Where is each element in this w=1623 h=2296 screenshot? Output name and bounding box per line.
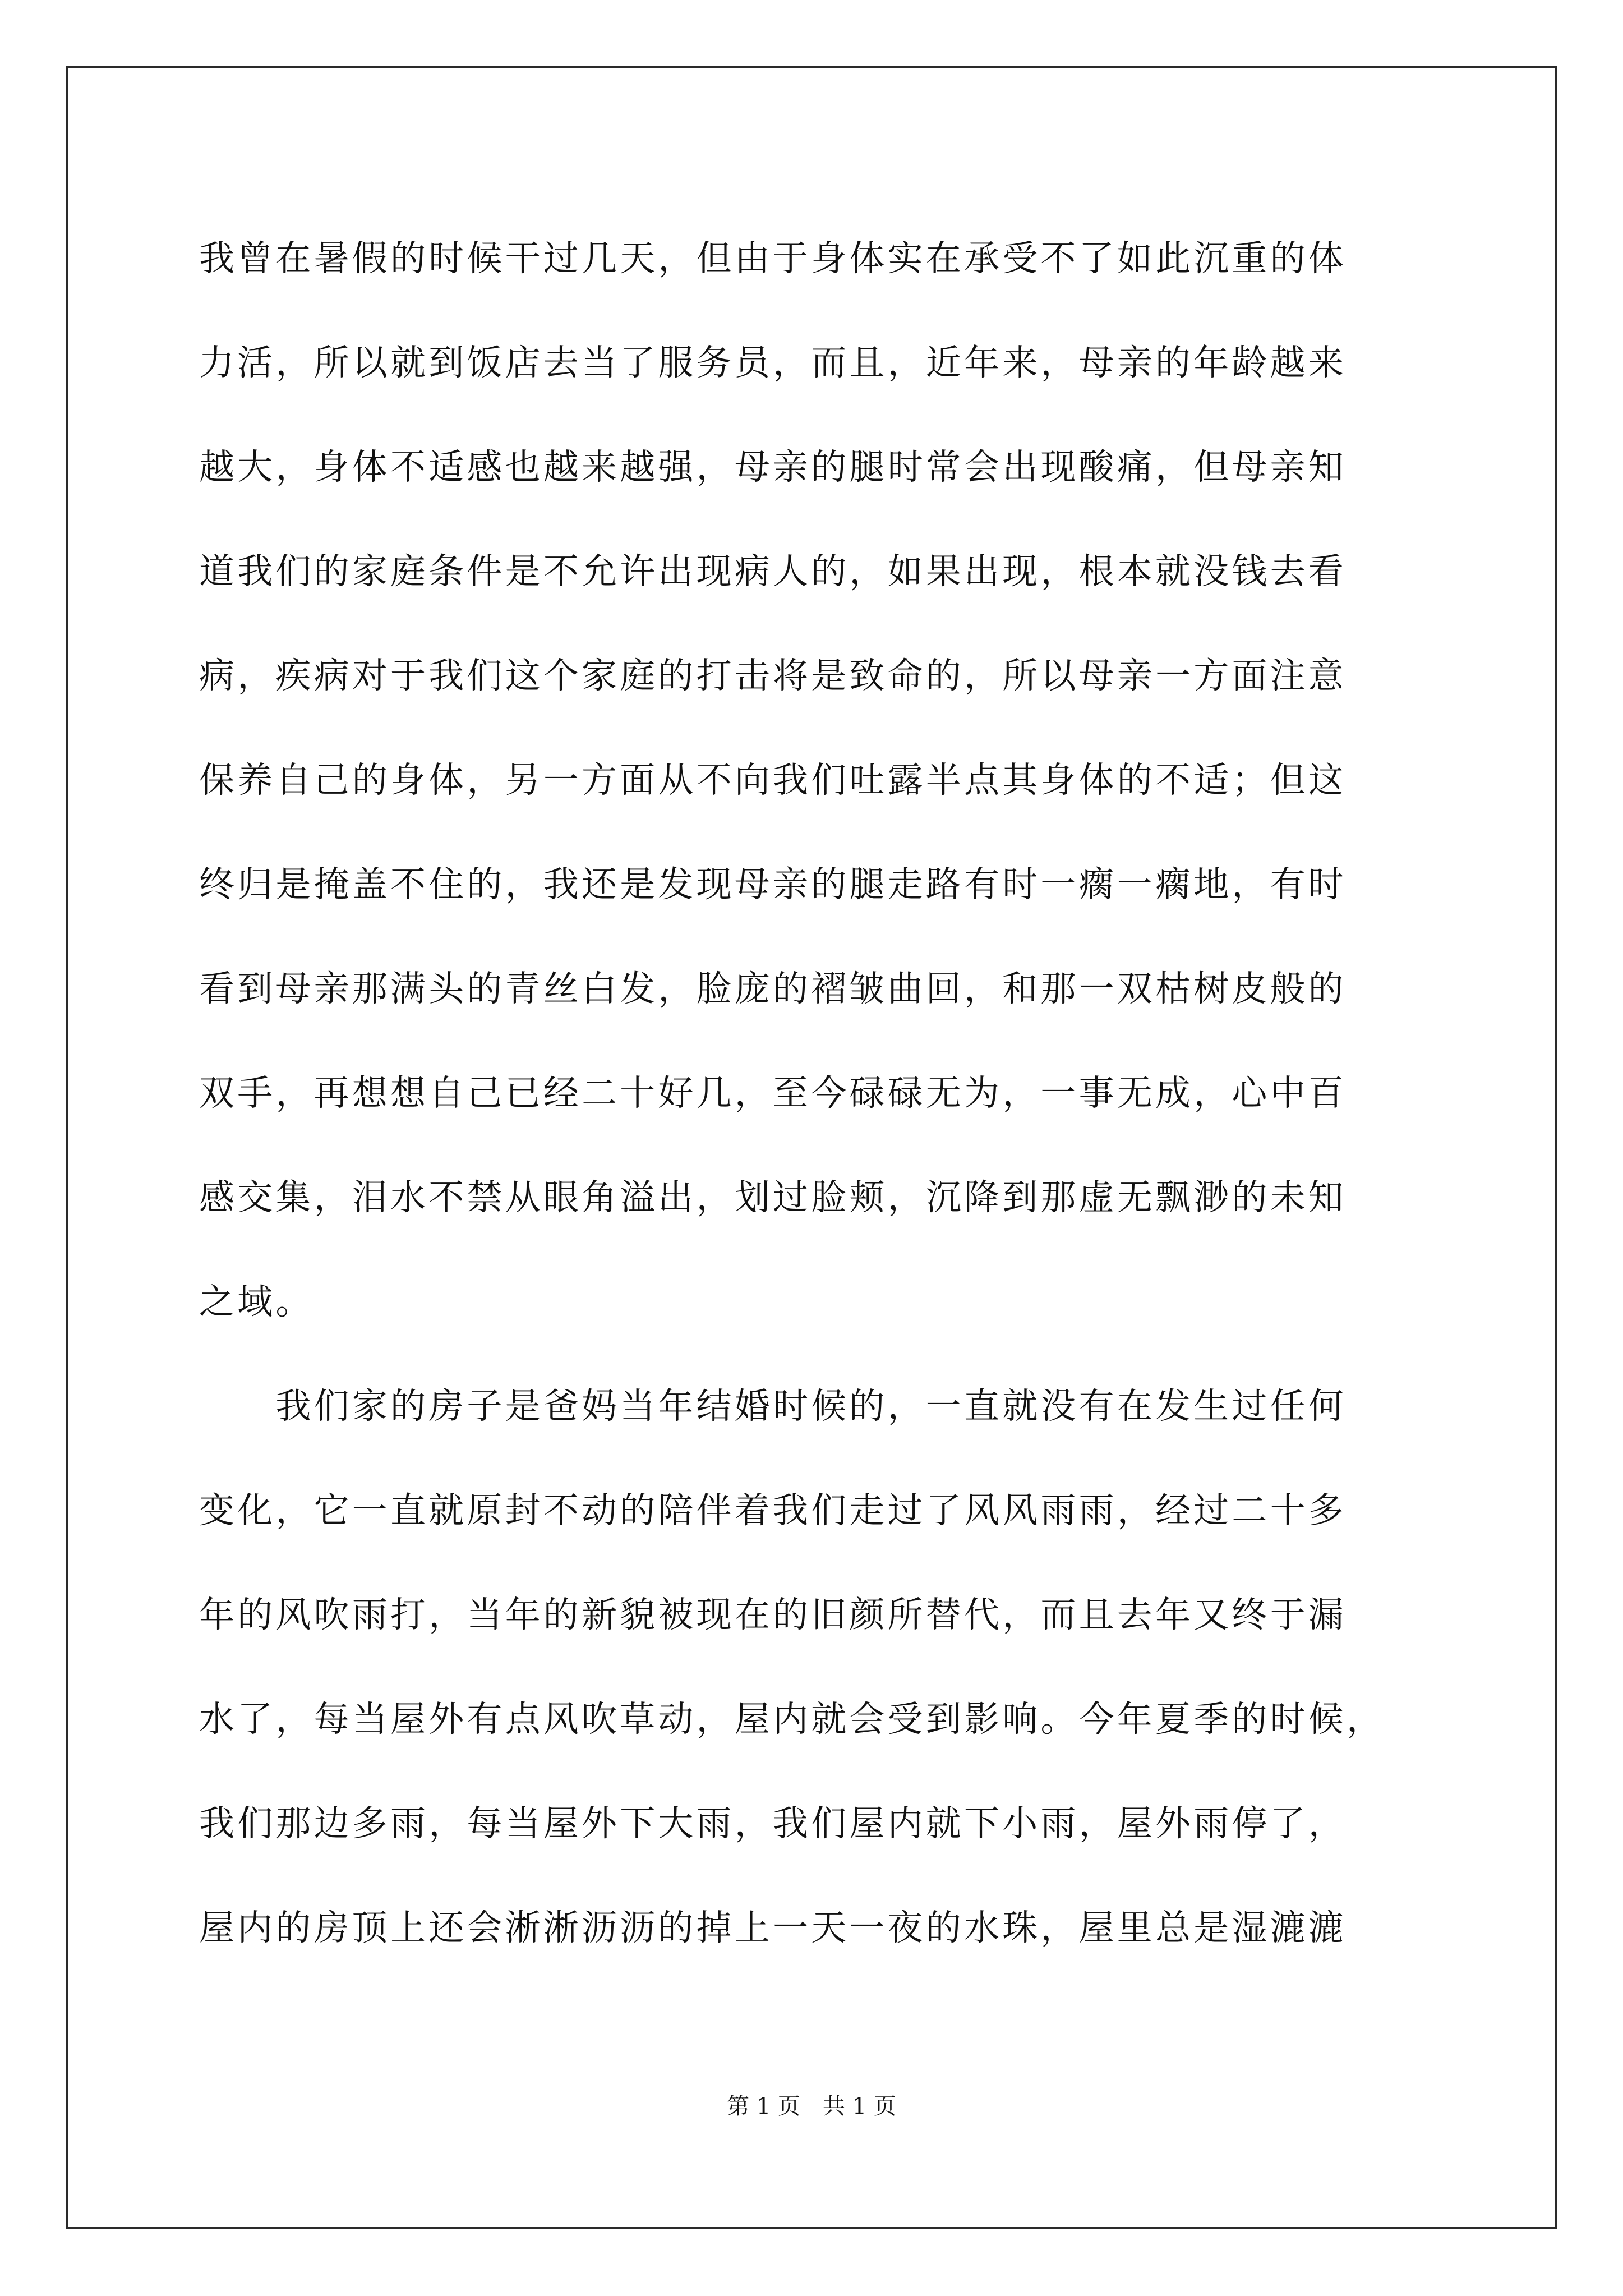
text-line: 道我们的家庭条件是不允许出现病人的，如果出现，根本就没钱去看: [199, 551, 1347, 592]
text-line: 变化，它一直就原封不动的陪伴着我们走过了风风雨雨，经过二十多: [199, 1490, 1347, 1531]
text-line: 力活，所以就到饭店去当了服务员，而且，近年来，母亲的年龄越来: [199, 342, 1347, 383]
text-line: 双手，再想想自己已经二十好几，至今碌碌无为，一事无成，心中百: [199, 1073, 1347, 1114]
text-line: 我们家的房子是爸妈当年结婚时候的，一直就没有在发生过任何: [199, 1386, 1347, 1427]
text-line: 保养自己的身体，另一方面从不向我们吐露半点其身体的不适；但这: [199, 760, 1347, 800]
text-line: 越大，身体不适感也越来越强，母亲的腿时常会出现酸痛，但母亲知: [199, 447, 1347, 487]
text-line: 之域。: [199, 1281, 314, 1322]
page-number-footer: 第 1 页 共 1 页: [727, 2093, 896, 2119]
text-line: 看到母亲那满头的青丝白发，脸庞的褶皱曲回，和那一双枯树皮般的: [199, 968, 1347, 1009]
text-line: 病，疾病对于我们这个家庭的打击将是致命的，所以母亲一方面注意: [199, 655, 1347, 696]
text-line: 我们那边多雨，每当屋外下大雨，我们屋内就下小雨，屋外雨停了，: [199, 1803, 1347, 1844]
text-line: 水了，每当屋外有点风吹草动，屋内就会受到影响。今年夏季的时候，: [199, 1699, 1385, 1740]
text-line: 我曾在暑假的时候干过几天，但由于身体实在承受不了如此沉重的体: [199, 238, 1347, 279]
text-line: 终归是掩盖不住的，我还是发现母亲的腿走路有时一瘸一瘸地，有时: [199, 864, 1347, 905]
text-line: 感交集，泪水不禁从眼角溢出，划过脸颊，沉降到那虚无飘渺的未知: [199, 1177, 1347, 1218]
text-line: 屋内的房顶上还会淅淅沥沥的掉上一天一夜的水珠，屋里总是湿漉漉: [199, 1907, 1347, 1948]
document-body: [199, 206, 1467, 1980]
text-line: 年的风吹雨打，当年的新貌被现在的旧颜所替代，而且去年又终于漏: [199, 1594, 1347, 1635]
